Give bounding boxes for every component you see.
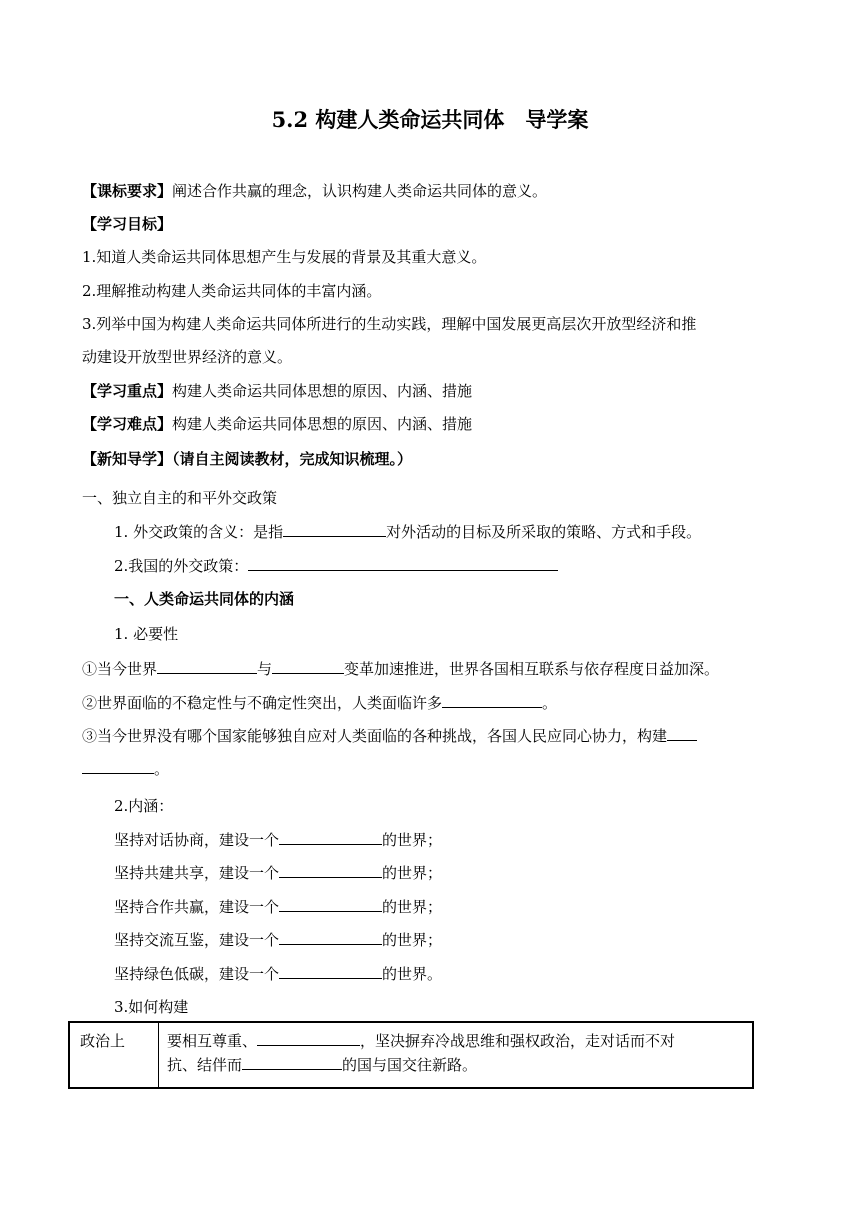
section1-item2: 2.我国的外交政策： [114, 555, 558, 575]
fill-blank[interactable] [257, 1030, 360, 1046]
fill-blank[interactable] [248, 555, 558, 571]
fill-blank[interactable] [279, 963, 382, 979]
connotation-item: 坚持共建共享，建设一个 的世界； [114, 864, 443, 882]
fill-blank[interactable] [157, 658, 257, 674]
objective-item: 3.列举中国为构建人类命运共同体所进行的生动实践，理解中国发展更高层次开放型经济和推 [82, 315, 697, 333]
row-label: 政治上 [69, 1022, 159, 1088]
fill-blank[interactable] [242, 1054, 342, 1070]
row-content: 要相互尊重、 ，坚决摒弃冷战思维和强权政治，走对话而不对 抗、结伴而 的国与国交往新路。 [159, 1022, 754, 1088]
necessity-heading: 1. 必要性 [114, 625, 179, 643]
connotation-item: 坚持绿色低碳，建设一个 的世界。 [114, 965, 443, 983]
connotation-item: 坚持合作共赢，建设一个 的世界； [114, 898, 443, 916]
key-points-label: 【学习重点】 [82, 382, 173, 400]
key-points [82, 381, 472, 401]
fill-blank[interactable] [667, 725, 697, 741]
curriculum-text: 阐述合作共赢的理念，认识构建人类命运共同体的意义。 [172, 182, 548, 200]
fill-blank[interactable] [442, 692, 542, 708]
fill-blank[interactable] [279, 929, 382, 945]
page-title: 5.2 构建人类命运共同体 导学案 [271, 107, 589, 132]
section2-heading: 一、人类命运共同体的内涵 [114, 590, 295, 608]
difficulties-label: 【学习难点】 [82, 415, 173, 433]
necessity-item-3: ③当今世界没有哪个国家能够独自应对人类面临的各种挑战，各国人民应同心协力，构建 [82, 725, 697, 745]
section1-item1: 1. 外交政策的含义：是指 对外活动的目标及所采取的策略、方式和手段。 [114, 523, 702, 541]
new-knowledge [82, 449, 412, 469]
new-knowledge-label: 【新知导学】 [82, 450, 173, 468]
fill-blank[interactable] [82, 758, 154, 774]
build-table [68, 1021, 754, 1089]
curriculum-label: 【课标要求】 [82, 182, 173, 200]
fill-blank[interactable] [279, 862, 382, 878]
fill-blank[interactable] [279, 829, 382, 845]
objective-item: 2.理解推动构建人类命运共同体的丰富内涵。 [82, 282, 382, 300]
necessity-item-1: ①当今世界 与 变革加速推进，世界各国相互联系与依存程度日益加深。 [82, 660, 720, 678]
objectives-label: 【学习目标】 [82, 215, 173, 233]
connotation-heading: 2.内涵： [114, 797, 174, 815]
curriculum-requirement [82, 181, 547, 201]
objective-item: 1.知道人类命运共同体思想产生与发展的背景及其重大意义。 [82, 248, 487, 266]
difficulties [82, 414, 472, 434]
fill-blank[interactable] [272, 658, 344, 674]
new-knowledge-note: （请自主阅读教材，完成知识梳理。） [172, 450, 413, 468]
table-row [69, 1022, 753, 1088]
how-to-build-heading: 3.如何构建 [114, 998, 189, 1016]
section1-heading: 一、独立自主的和平外交政策 [82, 489, 278, 507]
fill-blank[interactable] [283, 521, 386, 537]
objective-item: 动建设开放型世界经济的意义。 [82, 348, 293, 366]
connotation-item: 坚持对话协商，建设一个 的世界； [114, 831, 443, 849]
connotation-item: 坚持交流互鉴，建设一个 的世界； [114, 931, 443, 949]
fill-blank[interactable] [279, 896, 382, 912]
difficulties-text: 构建人类命运共同体思想的原因、内涵、措施 [172, 415, 473, 433]
necessity-item-2: ②世界面临的不稳定性与不确定性突出，人类面临许多 。 [82, 694, 558, 712]
necessity-item-3-cont: 。 [82, 758, 169, 778]
key-points-text: 构建人类命运共同体思想的原因、内涵、措施 [172, 382, 473, 400]
